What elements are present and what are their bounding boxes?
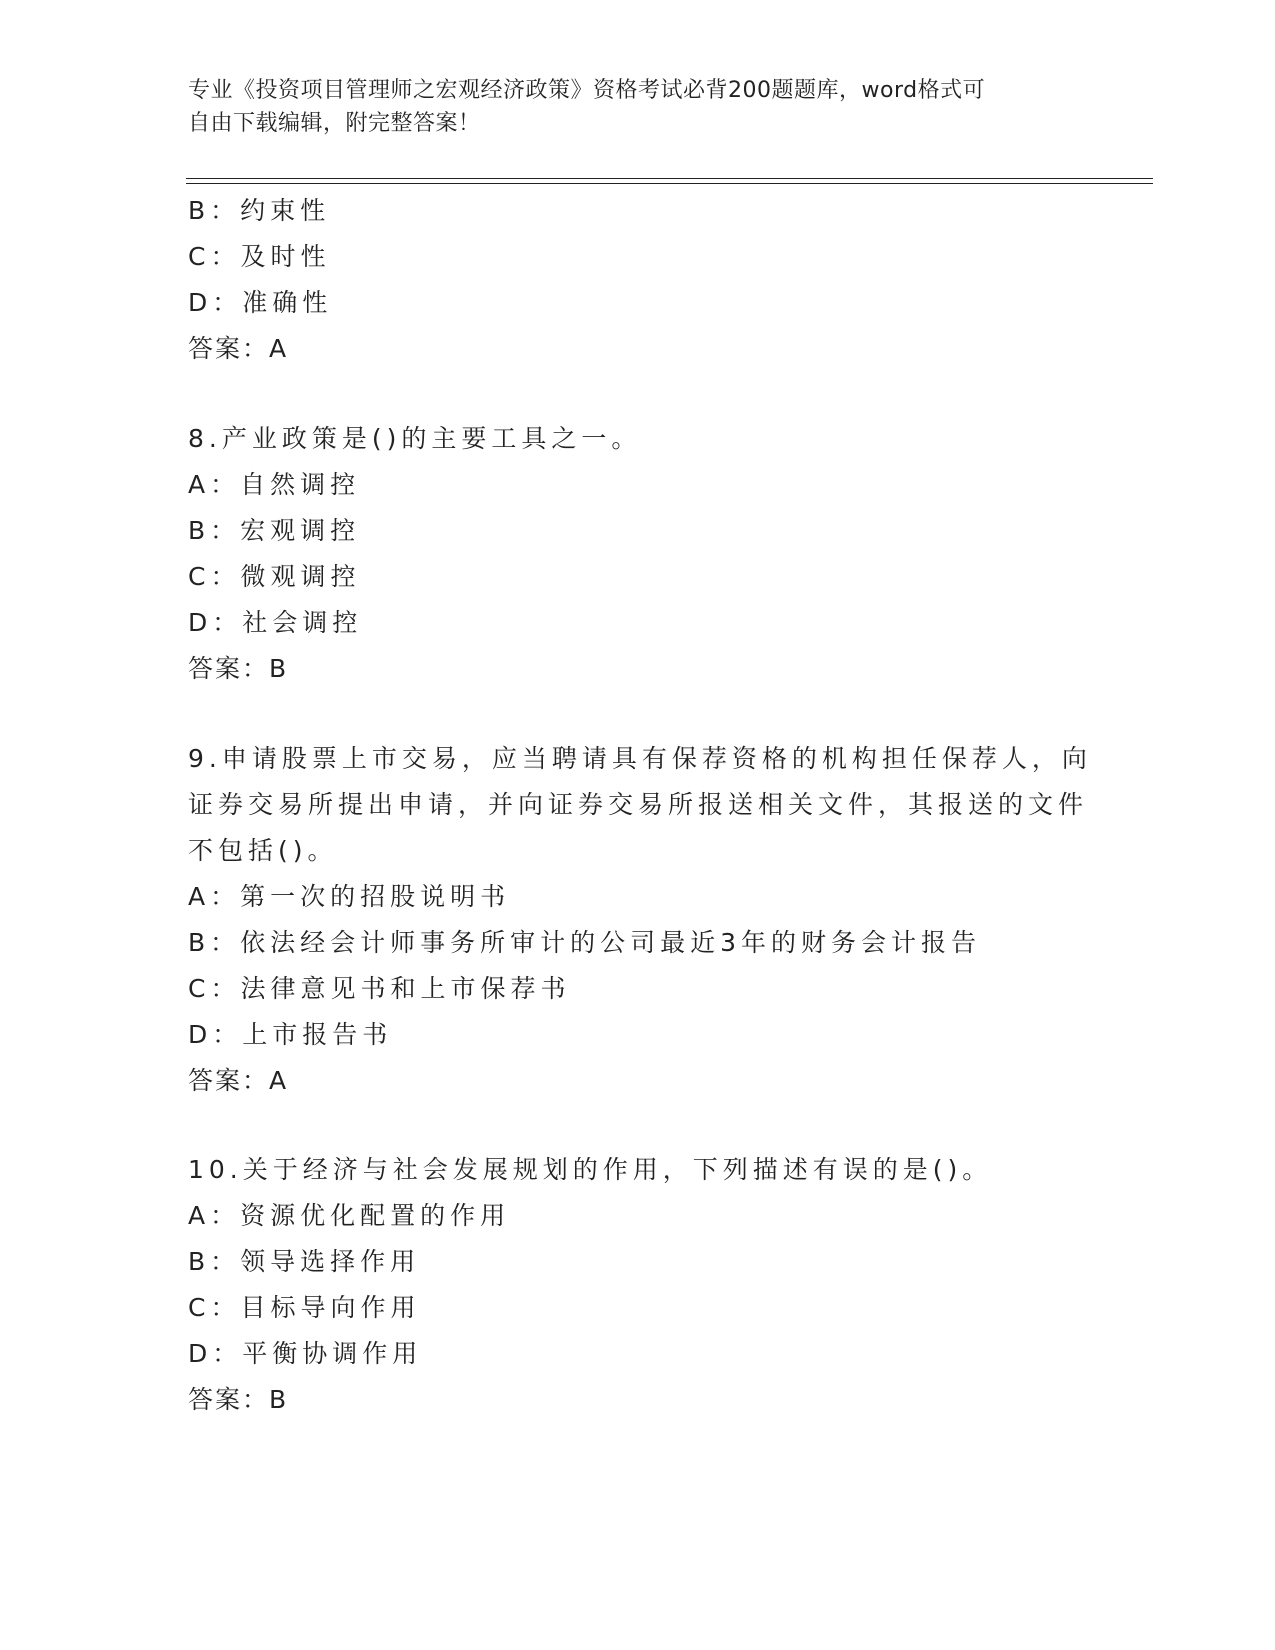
option-d: D：社会调控 (188, 608, 363, 637)
option-d: D：准确性 (188, 288, 333, 317)
option-a: A：自然调控 (188, 470, 361, 499)
option-b: B：领导选择作用 (188, 1247, 421, 1276)
header-divider-top (186, 178, 1153, 179)
option-c: C：法律意见书和上市保荐书 (188, 974, 571, 1003)
question-7-continued (188, 188, 1088, 372)
spacer (188, 1104, 1088, 1147)
question-text: 10.关于经济与社会发展规划的作用，下列描述有误的是()。 (188, 1155, 993, 1184)
option-c: C：目标导向作用 (188, 1293, 421, 1322)
option-d: D：平衡协调作用 (188, 1339, 423, 1368)
spacer (188, 372, 1088, 416)
question-8 (188, 416, 1088, 692)
spacer (188, 692, 1088, 736)
option-a: A：第一次的招股说明书 (188, 882, 511, 911)
option-d: D：上市报告书 (188, 1020, 393, 1049)
question-text-line-2: 证券交易所提出申请，并向证券交易所报送相关文件，其报送的文件 (188, 790, 1089, 819)
header-title-line-1: 专业《投资项目管理师之宏观经济政策》资格考试必背200题题库，word格式可 (188, 78, 986, 103)
option-b: B：宏观调控 (188, 516, 361, 545)
question-9 (188, 736, 1092, 1104)
question-content (188, 188, 1092, 1423)
question-text-line-1: 9.申请股票上市交易，应当聘请具有保荐资格的机构担任保荐人，向 (188, 744, 1092, 773)
answer-line: 答案：A (188, 334, 289, 363)
option-c: C：微观调控 (188, 562, 361, 591)
option-c: C：及时性 (188, 242, 331, 271)
question-text-line-3: 不包括()。 (188, 836, 338, 865)
question-10 (188, 1147, 1088, 1423)
answer-line: 答案：A (188, 1066, 289, 1095)
document-header (188, 74, 1068, 140)
option-b: B：约束性 (188, 196, 331, 225)
question-text: 8.产业政策是()的主要工具之一。 (188, 424, 642, 453)
header-title-line-2: 自由下载编辑，附完整答案！ (188, 111, 481, 136)
answer-line: 答案：B (188, 1385, 289, 1414)
option-b: B：依法经会计师事务所审计的公司最近3年的财务会计报告 (188, 928, 982, 957)
header-divider-bottom (186, 183, 1153, 184)
answer-line: 答案：B (188, 654, 289, 683)
option-a: A：资源优化配置的作用 (188, 1201, 511, 1230)
